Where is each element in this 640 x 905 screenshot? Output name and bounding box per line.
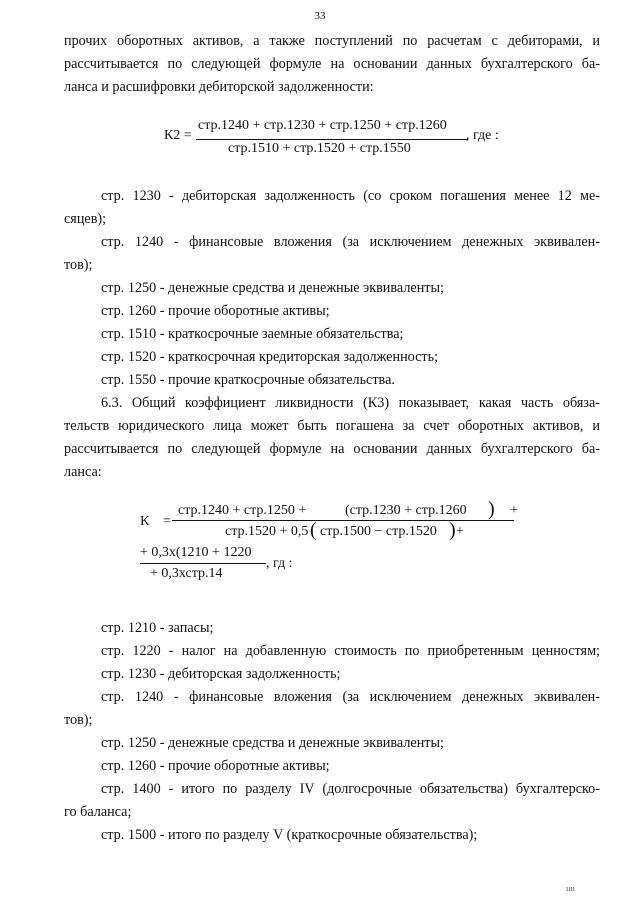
section-63-line-3: рассчитывается по следующей формуле на основании данных бухгалтерского ба-: [64, 441, 600, 457]
formula-k2-lhs: К2 =: [164, 128, 192, 143]
section-63-line-1: 6.3. Общий коэффициент ликвидности (К3) показывает, какая часть обяза-: [101, 395, 600, 411]
list2-item-1220: стр. 1220 - налог на добавленную стоимость по приобретенным ценностям;: [101, 643, 600, 659]
formula-k3-numerator-plus: +: [510, 503, 518, 518]
list1-item-1520: стр. 1520 - краткосрочная кредиторская задолженность;: [101, 349, 439, 365]
formula-k3-equals: =: [163, 514, 171, 529]
formula-k3-fraction-bar: [172, 520, 514, 521]
list2-item-1250: стр. 1250 - денежные средства и денежные эквиваленты;: [101, 735, 444, 751]
corner-scan-mark: ıııı: [566, 884, 575, 893]
intro-line-2: рассчитывается по следующей формуле на основании данных бухгалтерского ба-: [64, 56, 600, 72]
formula-k2-fraction-bar: [196, 139, 468, 140]
list1-item-1250: стр. 1250 - денежные средства и денежные эквиваленты;: [101, 280, 444, 296]
formula-k3-denominator-open-paren: (: [310, 519, 317, 541]
list1-item-1240: стр. 1240 - финансовые вложения (за исключением денежных эквивален-: [101, 234, 600, 250]
formula-k3-denominator-plus: +: [456, 524, 464, 539]
formula-k3-numerator-close-paren: ): [488, 498, 495, 520]
list2-item-1240-cont: тов);: [64, 712, 93, 728]
intro-line-1: прочих оборотных активов, а также поступлений по расчетам с дебиторами, и: [64, 33, 600, 49]
list2-item-1400-cont: го баланса;: [64, 804, 132, 820]
list2-item-1240: стр. 1240 - финансовые вложения (за исключением денежных эквивален-: [101, 689, 600, 705]
formula-k3-lhs: К: [140, 514, 150, 529]
formula-k3-numerator-a: стр.1240 + стр.1250 +: [178, 503, 307, 518]
formula-k2-denominator: стр.1510 + стр.1520 + стр.1550: [228, 141, 411, 156]
section-63-line-2: тельств юридического лица может быть погашена за счет оборотных активов, и: [64, 418, 600, 434]
list2-item-1500: стр. 1500 - итого по разделу V (краткосрочные обязательства);: [101, 827, 478, 843]
list1-item-1230-cont: сяцев);: [64, 211, 107, 227]
formula-k2-numerator: стр.1240 + стр.1230 + стр.1250 + стр.1260: [198, 118, 447, 133]
page-number: 33: [314, 10, 326, 22]
formula-k3-denominator-a: стр.1520 + 0,5: [225, 524, 309, 539]
intro-line-3: ланса и расшифровки дебиторской задолженности:: [64, 79, 374, 95]
section-63-line-4: ланса:: [64, 464, 102, 480]
list1-item-1550: стр. 1550 - прочие краткосрочные обязательства.: [101, 372, 395, 388]
list2-item-1400: стр. 1400 - итого по разделу IV (долгосрочные обязательства) бухгалтерско-: [101, 781, 600, 797]
list2-item-1230: стр. 1230 - дебиторская задолженность;: [101, 666, 341, 682]
formula-k3-cont-denominator: + 0,3хстр.14: [150, 566, 223, 581]
list1-item-1230: стр. 1230 - дебиторская задолженность (со сроком погашения менее 12 ме-: [101, 188, 600, 204]
formula-k3-cont-fraction-bar: [140, 563, 266, 564]
list2-item-1210: стр. 1210 - запасы;: [101, 620, 214, 636]
formula-k3-denominator-b: стр.1500 − стр.1520: [320, 524, 437, 539]
list1-item-1260: стр. 1260 - прочие оборотные активы;: [101, 303, 330, 319]
formula-k3-denominator-close-paren: ): [449, 519, 456, 541]
formula-k2-suffix: , где :: [466, 128, 499, 143]
formula-k3-numerator-b: (стр.1230 + стр.1260: [345, 503, 467, 518]
formula-k3-cont-suffix: , гд :: [266, 556, 293, 571]
list2-item-1260: стр. 1260 - прочие оборотные активы;: [101, 758, 330, 774]
formula-k3-cont-numerator: + 0,3х(1210 + 1220: [140, 545, 252, 560]
list1-item-1510: стр. 1510 - краткосрочные заемные обязательства;: [101, 326, 404, 342]
list1-item-1240-cont: тов);: [64, 257, 93, 273]
